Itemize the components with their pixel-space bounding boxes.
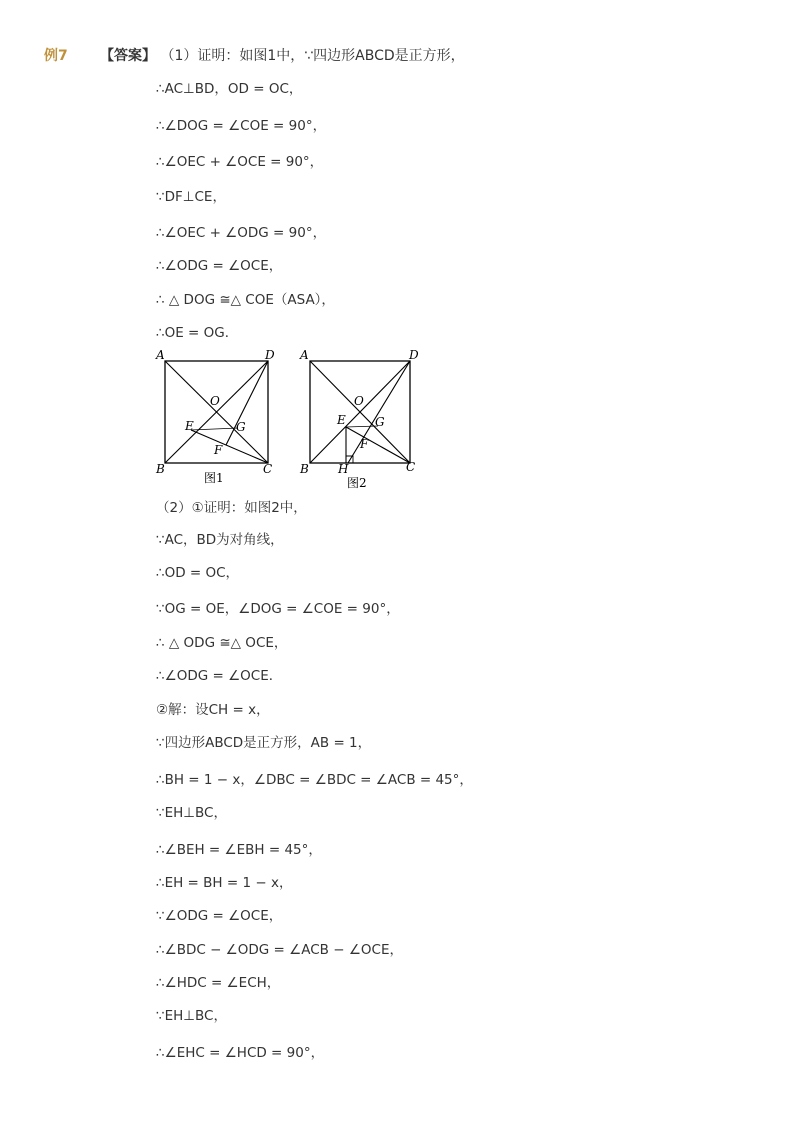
proof-line: ∴AC⊥BD，OD = OC， xyxy=(156,81,303,97)
proof-line: ∵AC，BD为对角线， xyxy=(156,532,284,548)
proof-line: ∴BH = 1 − x，∠DBC = ∠BDC = ∠ACB = 45°， xyxy=(156,772,473,788)
figures-svg xyxy=(148,345,438,495)
answer-tag: 【答案】 xyxy=(100,48,156,64)
fig1-point-label: C xyxy=(263,462,273,476)
proof-line: ∴∠OEC + ∠ODG = 90°， xyxy=(156,225,327,241)
proof-line: ∴OD = OC， xyxy=(156,565,240,581)
answer-header xyxy=(100,45,465,65)
fig2-point-label: H xyxy=(338,462,349,476)
proof-line: ∴∠BEH = ∠EBH = 45°， xyxy=(156,842,322,858)
proof-line: ∵OG = OE，∠DOG = ∠COE = 90°， xyxy=(156,601,400,617)
fig2-point-label: O xyxy=(354,394,364,408)
proof-line: ∵∠ODG = ∠OCE， xyxy=(156,908,283,924)
proof-line: ∴∠OEC + ∠OCE = 90°， xyxy=(156,154,324,170)
figure-1-caption: 图1 xyxy=(204,471,224,485)
proof-line: ∴∠EHC = ∠HCD = 90°， xyxy=(156,1045,325,1061)
fig1-point-label: O xyxy=(210,394,220,408)
proof-line: ∵四边形ABCD是正方形，AB = 1， xyxy=(156,735,372,751)
fig1-point-label: G xyxy=(236,420,246,434)
geometry-figures xyxy=(148,345,438,499)
figure-2-caption: 图2 xyxy=(347,476,367,490)
answer-intro: （1）证明：如图1中，∵四边形ABCD是正方形， xyxy=(160,48,465,64)
fig2-point-label: A xyxy=(300,348,309,362)
proof-line: ∴∠ODG = ∠OCE， xyxy=(156,258,283,274)
fig1-point-label: D xyxy=(265,348,275,362)
fig2-point-label: G xyxy=(375,415,385,429)
figure-2 xyxy=(299,348,419,490)
proof-line: ∴ △ DOG ≅△ COE（ASA）， xyxy=(156,292,335,308)
fig1-point-label: E xyxy=(185,419,194,433)
fig2-point-label: E xyxy=(337,413,346,427)
proof-line: ∵EH⊥BC， xyxy=(156,805,227,821)
fig1-point-label: F xyxy=(214,443,223,457)
fig2-point-label: F xyxy=(360,437,369,451)
proof-line: ∵EH⊥BC， xyxy=(156,1008,227,1024)
proof-line: ∴∠HDC = ∠ECH， xyxy=(156,975,281,991)
proof-line: （2）①证明：如图2中， xyxy=(156,500,307,516)
proof-line: ∴OE = OG． xyxy=(156,325,239,341)
fig1-point-label: B xyxy=(156,462,165,476)
proof-line: ∴∠DOG = ∠COE = 90°， xyxy=(156,118,327,134)
proof-line: ∵DF⊥CE， xyxy=(156,189,226,205)
fig1-point-label: A xyxy=(156,348,165,362)
figure-1 xyxy=(155,348,275,485)
proof-line: ∴EH = BH = 1 − x， xyxy=(156,875,293,891)
fig2-point-label: D xyxy=(409,348,419,362)
proof-line: ∴∠BDC − ∠ODG = ∠ACB − ∠OCE， xyxy=(156,942,404,958)
proof-line: ∴∠ODG = ∠OCE． xyxy=(156,668,283,684)
proof-line: ②解：设CH = x， xyxy=(156,702,270,718)
fig2-point-label: C xyxy=(406,460,416,474)
proof-line: ∴ △ ODG ≅△ OCE， xyxy=(156,635,288,651)
example-label: 例7 xyxy=(44,48,68,64)
fig2-point-label: B xyxy=(300,462,309,476)
